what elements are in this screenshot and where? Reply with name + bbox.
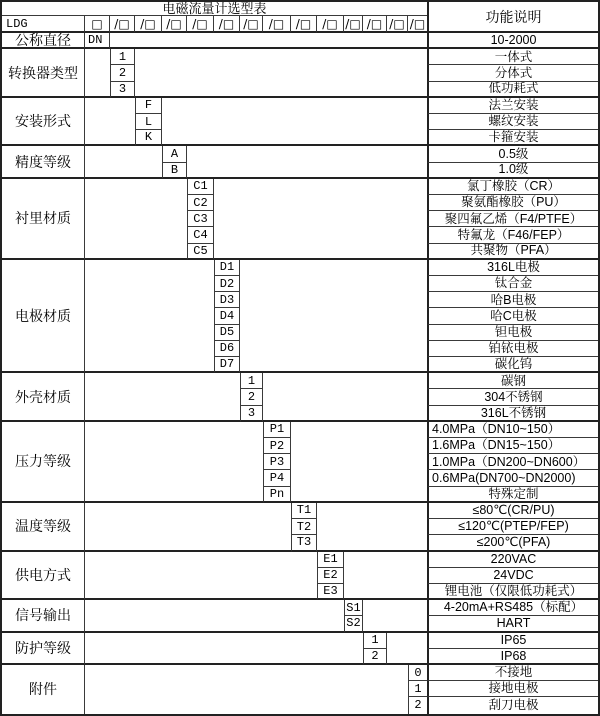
spacer-cell bbox=[85, 260, 214, 373]
category-label: 电极材质 bbox=[2, 260, 85, 373]
spacer-cell bbox=[387, 633, 427, 665]
code-cell: C1 bbox=[187, 179, 214, 195]
code-cell: 2 bbox=[408, 697, 427, 713]
category-label: 供电方式 bbox=[2, 552, 85, 601]
function-cell: 0.5级 bbox=[427, 146, 598, 162]
code-cell: DN bbox=[85, 33, 110, 49]
spacer-cell bbox=[240, 260, 427, 373]
function-cell: ≤200℃(PFA) bbox=[427, 535, 598, 551]
code-cell: D4 bbox=[214, 308, 240, 324]
function-cell: 4.0MPa（DN10~150） bbox=[427, 422, 598, 438]
category-label: 温度等级 bbox=[2, 503, 85, 552]
function-cell: 316L不锈钢 bbox=[427, 406, 598, 422]
function-cell: 10-2000 bbox=[427, 33, 598, 49]
code-cell: B bbox=[162, 163, 187, 179]
function-cell: 1.0级 bbox=[427, 163, 598, 179]
spacer-cell bbox=[344, 552, 427, 601]
model-box-cell: □ bbox=[85, 16, 110, 33]
spacer-cell bbox=[85, 179, 187, 260]
category-label: 外壳材质 bbox=[2, 373, 85, 422]
code-cell: 0 bbox=[408, 665, 427, 681]
code-cell: P4 bbox=[263, 470, 291, 486]
function-cell: 钽电极 bbox=[427, 325, 598, 341]
function-cell: 共聚物（PFA） bbox=[427, 244, 598, 260]
code-cell: 1 bbox=[363, 633, 387, 649]
code-cell: K bbox=[135, 130, 162, 146]
spacer-cell bbox=[85, 552, 317, 601]
model-box-cell: /□ bbox=[363, 16, 387, 33]
spacer-cell bbox=[214, 179, 427, 260]
code-cell: L bbox=[135, 114, 162, 130]
function-cell: 卡箍安装 bbox=[427, 130, 598, 146]
function-cell: 法兰安装 bbox=[427, 98, 598, 114]
category-label: 信号输出 bbox=[2, 600, 85, 632]
spacer-cell bbox=[317, 503, 427, 552]
code-cell: C5 bbox=[187, 244, 214, 260]
function-cell: 低功耗式 bbox=[427, 82, 598, 98]
function-cell: 特殊定制 bbox=[427, 487, 598, 503]
category-label: 精度等级 bbox=[2, 146, 85, 178]
function-cell: 锂电池（仅限低功耗式） bbox=[427, 584, 598, 600]
code-cell: 2 bbox=[110, 65, 135, 81]
model-box-cell: /□ bbox=[135, 16, 162, 33]
function-cell: IP65 bbox=[427, 633, 598, 649]
code-cell: P1 bbox=[263, 422, 291, 438]
table-title: 电磁流量计选型表 bbox=[2, 2, 427, 16]
model-box-cell: /□ bbox=[387, 16, 408, 33]
code-cell: C4 bbox=[187, 227, 214, 243]
model-prefix: LDG bbox=[2, 16, 85, 33]
spacer-cell bbox=[85, 600, 344, 632]
spacer-cell bbox=[363, 600, 427, 632]
category-label: 防护等级 bbox=[2, 633, 85, 665]
code-cell: D5 bbox=[214, 325, 240, 341]
function-header: 功能说明 bbox=[427, 2, 598, 33]
model-box-cell: /□ bbox=[263, 16, 291, 33]
category-label: 压力等级 bbox=[2, 422, 85, 503]
spacer-cell bbox=[263, 373, 427, 422]
code-cell: T3 bbox=[291, 535, 317, 551]
function-cell: ≤80℃(CR/PU) bbox=[427, 503, 598, 519]
code-cell: 1 bbox=[110, 49, 135, 65]
function-cell: 刮刀电极 bbox=[427, 697, 598, 713]
category-label: 转换器类型 bbox=[2, 49, 85, 98]
code-cell: A bbox=[162, 146, 187, 162]
function-cell: 接地电极 bbox=[427, 681, 598, 697]
code-cell: E3 bbox=[317, 584, 344, 600]
spacer-cell bbox=[85, 146, 162, 178]
code-cell: T1 bbox=[291, 503, 317, 519]
code-cell: E2 bbox=[317, 568, 344, 584]
function-cell: 铂铱电极 bbox=[427, 341, 598, 357]
code-cell: F bbox=[135, 98, 162, 114]
function-cell: 聚氨酯橡胶（PU） bbox=[427, 195, 598, 211]
code-cell: C2 bbox=[187, 195, 214, 211]
code-cell: 3 bbox=[110, 82, 135, 98]
function-cell: 螺纹安装 bbox=[427, 114, 598, 130]
code-cell: D3 bbox=[214, 292, 240, 308]
function-cell: 1.6MPa（DN15~150） bbox=[427, 438, 598, 454]
code-cell: D6 bbox=[214, 341, 240, 357]
spacer-cell bbox=[162, 98, 427, 147]
function-cell: 分体式 bbox=[427, 65, 598, 81]
code-cell: 2 bbox=[363, 649, 387, 665]
spacer-cell bbox=[85, 422, 263, 503]
spacer-cell bbox=[85, 665, 408, 714]
model-box-cell: /□ bbox=[162, 16, 187, 33]
function-cell: HART bbox=[427, 616, 598, 632]
code-cell: D2 bbox=[214, 276, 240, 292]
code-cell: P2 bbox=[263, 438, 291, 454]
function-cell: 哈C电极 bbox=[427, 308, 598, 324]
code-cell: D7 bbox=[214, 357, 240, 373]
function-cell: 聚四氟乙烯（F4/PTFE） bbox=[427, 211, 598, 227]
code-cell: 1 bbox=[240, 373, 263, 389]
function-cell: 哈B电极 bbox=[427, 292, 598, 308]
function-cell: IP68 bbox=[427, 649, 598, 665]
function-cell: ≤120℃(PTEP/FEP) bbox=[427, 519, 598, 535]
spacer-cell bbox=[135, 49, 427, 98]
model-box-cell: /□ bbox=[344, 16, 363, 33]
model-box-cell: /□ bbox=[240, 16, 263, 33]
spacer-cell bbox=[85, 49, 110, 98]
function-cell: 一体式 bbox=[427, 49, 598, 65]
spacer-cell bbox=[187, 146, 427, 178]
code-cell: 1 bbox=[408, 681, 427, 697]
spacer-cell bbox=[85, 503, 291, 552]
code-cell: S2 bbox=[344, 616, 363, 632]
spacer-cell bbox=[85, 373, 240, 422]
model-box-cell: /□ bbox=[291, 16, 317, 33]
code-cell: T2 bbox=[291, 519, 317, 535]
category-label: 衬里材质 bbox=[2, 179, 85, 260]
category-label: 安装形式 bbox=[2, 98, 85, 147]
function-cell: 24VDC bbox=[427, 568, 598, 584]
function-cell: 氯丁橡胶（CR） bbox=[427, 179, 598, 195]
category-label: 公称直径 bbox=[2, 33, 85, 49]
function-cell: 4-20mA+RS485（标配） bbox=[427, 600, 598, 616]
function-cell: 不接地 bbox=[427, 665, 598, 681]
model-box-cell: /□ bbox=[317, 16, 344, 33]
code-cell: 3 bbox=[240, 406, 263, 422]
function-cell: 220VAC bbox=[427, 552, 598, 568]
code-cell: D1 bbox=[214, 260, 240, 276]
model-box-cell: /□ bbox=[408, 16, 427, 33]
spacer-cell bbox=[291, 422, 427, 503]
code-cell: 2 bbox=[240, 389, 263, 405]
spacer-cell bbox=[85, 98, 135, 147]
category-label: 附件 bbox=[2, 665, 85, 714]
code-cell: Pn bbox=[263, 487, 291, 503]
function-cell: 钛合金 bbox=[427, 276, 598, 292]
model-box-cell: /□ bbox=[214, 16, 240, 33]
code-cell: S1 bbox=[344, 600, 363, 616]
function-cell: 316L电极 bbox=[427, 260, 598, 276]
model-box-cell: /□ bbox=[110, 16, 135, 33]
function-cell: 1.0MPa（DN200~DN600） bbox=[427, 454, 598, 470]
code-cell: C3 bbox=[187, 211, 214, 227]
function-cell: 304不锈钢 bbox=[427, 389, 598, 405]
spacer-cell bbox=[110, 33, 427, 49]
code-cell: P3 bbox=[263, 454, 291, 470]
function-cell: 碳化钨 bbox=[427, 357, 598, 373]
code-cell: E1 bbox=[317, 552, 344, 568]
model-box-cell: /□ bbox=[187, 16, 214, 33]
function-cell: 特氟龙（F46/FEP） bbox=[427, 227, 598, 243]
function-cell: 碳钢 bbox=[427, 373, 598, 389]
spacer-cell bbox=[85, 633, 363, 665]
function-cell: 0.6MPa(DN700~DN2000) bbox=[427, 470, 598, 486]
